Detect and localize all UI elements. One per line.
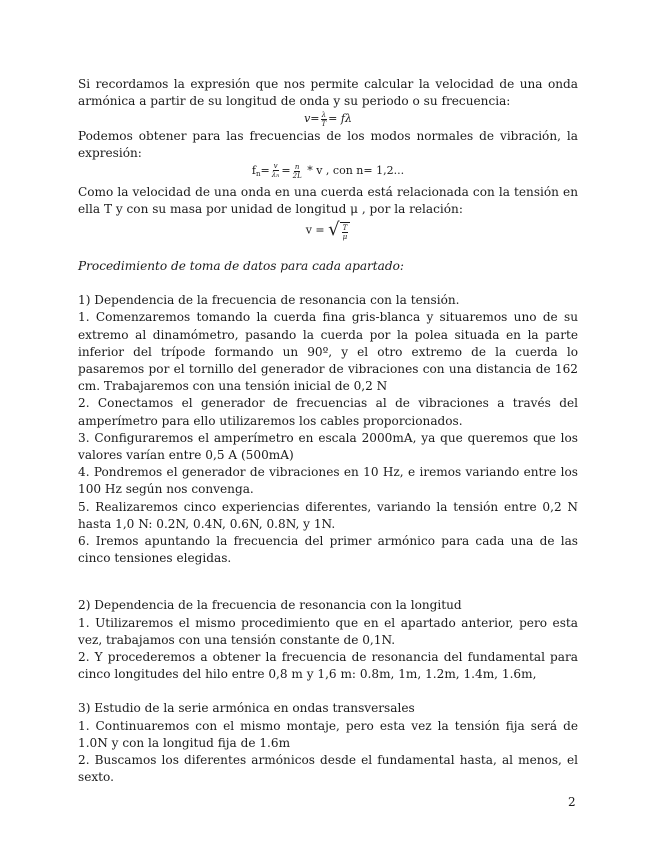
intro-paragraph-2: Podemos obtener para las frecuencias de los modos normales de vibración, la expresión: xyxy=(78,128,578,161)
eq2-frac1-den-base: λ xyxy=(271,171,277,180)
eq3-denominator: μ xyxy=(342,232,348,241)
section2-title: 2) Dependencia de la frecuencia de resonancia con la longitud xyxy=(78,598,462,613)
section3-title: 3) Estudio de la serie armónica en ondas transversales xyxy=(78,701,415,716)
procedure-heading: Procedimiento de toma de datos para cada apartado: xyxy=(78,258,404,273)
eq2-frac1-numerator: v xyxy=(273,162,278,171)
eq3-lhs: v = xyxy=(305,223,325,237)
intro-paragraph-3: Como la velocidad de una onda en una cuerda está relacionada con la tensión en ella T y con su masa por unidad de longitud μ , por la relación: xyxy=(78,184,578,216)
eq1-denominator: T xyxy=(321,119,327,128)
section1-item-4: 4. Pondremos el generador de vibraciones en 10 Hz, e iremos variando entre los 100 Hz según nos convenga. xyxy=(78,465,578,497)
section1-item-5: 5. Realizaremos cinco experiencias diferentes, variando la tensión entre 0,2 N hasta 1,0 N: 0.2N, 0.4N, 0.6N, 0.8N, y 1N. xyxy=(78,499,578,531)
eq1-numerator: λ xyxy=(321,110,327,119)
eq2-frac1-denominator xyxy=(271,171,281,180)
page-number: 2 xyxy=(568,795,576,809)
section1-item-1: 1. Comenzaremos tomando la cuerda fina gris-blanca y situaremos uno de su extremo al dinamómetro, pasando la cuerda por la polea situada en la parte inferior del trípode formando un 90º, y el otro extremo de la cuerda lo pasaremos por el tornillo del generador de vibraciones con una distancia de 162 cm. Trabajaremos con una tensión inicial de 0,2 N xyxy=(78,310,578,394)
eq2-frac1-den-subscript: n xyxy=(276,173,280,180)
eq3-numerator: T xyxy=(342,223,348,232)
sqrt-icon: √ $\frac{T}{\mu}$ xyxy=(328,220,350,241)
intro-paragraph-1: Si recordamos la expresión que nos permite calcular la velocidad de una onda armónica a partir de su longitud de onda y su periodo o su frecuencia: xyxy=(78,77,578,109)
equation-normal-modes: $f_n=$ $\frac{v}{\lambda n}$ = $\frac{n}{2L}$ * v , con n= 1,2... xyxy=(251,162,405,180)
section3-item-2: 2. Buscamos los diferentes armónicos desde el fundamental hasta, al menos, el sexto. xyxy=(78,753,578,785)
eq1-fraction xyxy=(321,111,328,128)
section3-item-1: 1. Continuaremos con el mismo montaje, pero esta vez la tensión fija será de 1.0N y con la longitud fija de 1.6m xyxy=(78,718,578,750)
eq2-frac2-numerator: n xyxy=(294,162,300,171)
section1-item-2: 2. Conectamos el generador de frecuencias al de vibraciones a través del amperímetro para ello utilizaremos los cables proporcionados. xyxy=(78,396,578,428)
section2-item-1: 1. Utilizaremos el mismo procedimiento que en el apartado anterior, pero esta vez, trabajamos con una tensión constante de 0,1N. xyxy=(78,615,578,647)
eq2-tail: * v , con n= 1,2... xyxy=(307,164,405,178)
section2-item-2: 2. Y procederemos a obtener la frecuencia de resonancia del fundamental para cinco longitudes del hilo entre 0,8 m y 1,6 m: 0.8m, 1m, 1.2m, 1.4m, 1.6m, xyxy=(78,649,578,682)
eq2-fraction-1 xyxy=(271,162,281,180)
section1-item-3: 3. Configuraremos el amperímetro en escala 2000mA, ya que queremos que los valores varían entre 0,5 A (500mA) xyxy=(78,430,578,462)
equation-string-velocity xyxy=(78,220,578,241)
document-page xyxy=(78,76,578,786)
section1-item-6: 6. Iremos apuntando la frecuencia del primer armónico para cada una de las cinco tensiones elegidas. xyxy=(78,533,578,566)
equation-wave-speed xyxy=(78,110,578,128)
section1-title: 1) Dependencia de la frecuencia de resonancia con la tensión. xyxy=(78,293,460,308)
eq1-lhs: v= xyxy=(304,112,320,126)
eq2-fraction-2 xyxy=(292,163,303,180)
eq2-frac2-denominator: 2L xyxy=(292,171,302,180)
eq2-lhs-subscript: n xyxy=(255,170,261,179)
eq2-lhs: f xyxy=(251,164,256,178)
eq1-rhs: = fλ xyxy=(328,112,352,126)
